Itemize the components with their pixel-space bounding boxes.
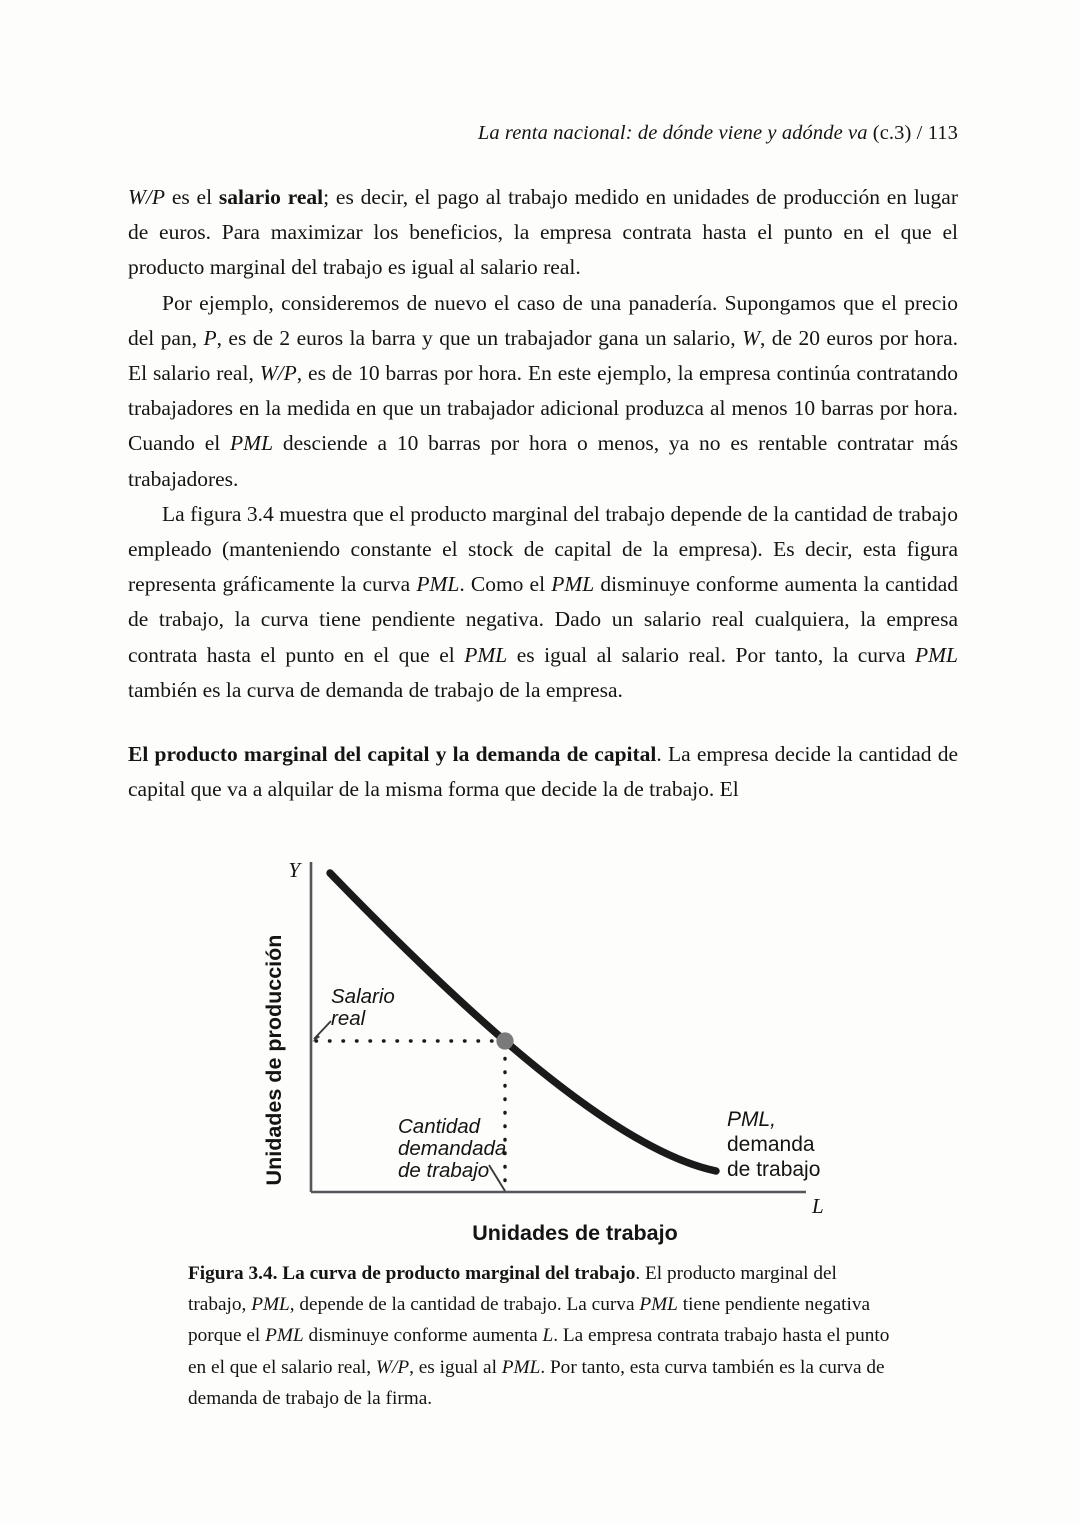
running-head <box>128 122 958 145</box>
quantity-leader-line <box>489 1165 505 1191</box>
caption-title: Figura 3.4. La curva de producto marginal del trabajo <box>188 1263 636 1284</box>
caption-text-d: disminuye conforme aumenta <box>303 1325 543 1347</box>
p2-var-pml: PML <box>230 431 274 456</box>
paragraph-3 <box>128 497 958 708</box>
figure-3-4 <box>0 845 1080 1245</box>
body-text-column <box>128 180 958 807</box>
term-salario-real: salario real <box>218 185 324 209</box>
caption-var-pml-1: PML <box>251 1294 290 1316</box>
p3-text-e: también es la curva de demanda de trabajo de la empresa. <box>128 677 623 702</box>
p2-text-b: , es de 2 euros la barra y que un trabajador gana un salario, <box>216 325 743 350</box>
caption-text-e: . La empresa contrata trabajo hasta el punto en el que el salario real, <box>188 1325 890 1378</box>
caption-var-pml-2: PML <box>639 1294 678 1316</box>
quantity-annotation-line1: Cantidad <box>398 1115 481 1138</box>
term-w-over-p: W/P <box>128 185 166 209</box>
p2-text-e: desciende a 10 barras por hora o menos, ya no es rentable contratar más trabajadores. <box>128 431 958 491</box>
p2-text-a: Por ejemplo, consideremos de nuevo el caso de una panadería. Supongamos que el precio del pan, <box>128 290 958 350</box>
caption-text-g: . Por tanto, esta curva también es la curva de demanda de trabajo de la firma. <box>188 1356 885 1409</box>
wage-annotation: Salario <box>331 985 395 1008</box>
p4-text: . La empresa decide la cantidad de capital que va a alquilar de la misma forma que decide la de trabajo. El <box>128 742 958 802</box>
caption-var-pml-3: PML <box>265 1325 304 1347</box>
p2-text-c: , de 20 euros por hora. El salario real, <box>128 325 958 386</box>
caption-text-c: tiene pendiente negativa porque el <box>188 1294 871 1347</box>
p1-text-a: es el <box>165 185 219 209</box>
equilibrium-point-marker <box>496 1032 513 1049</box>
running-head-chapter: (c.3) <box>872 122 912 144</box>
caption-text-f: , es igual al <box>409 1356 502 1378</box>
p2-var-p: P <box>203 325 217 350</box>
paragraph-1 <box>128 180 958 286</box>
p3-var-pml-3: PML <box>464 642 508 667</box>
p3-text-c: disminuye conforme aumenta la cantidad de trabajo, la curva tiene pendiente negativa. Dado un salario real cualquiera, la empresa contrata hasta el punto en el que el <box>128 572 958 667</box>
wage-annotation-line2: real <box>331 1007 366 1030</box>
x-axis-symbol-label: L <box>812 1194 824 1218</box>
wage-leader-arrow <box>314 1021 331 1039</box>
pml-curve <box>330 873 716 1171</box>
p2-var-wp: W/P <box>259 361 297 386</box>
p3-var-pml-2: PML <box>551 572 595 597</box>
p2-text-d: , es de 10 barras por hora. En este ejemplo, la empresa continúa contratando trabajadores en la medida en que un trabajador adicional produzca al menos 10 barras por hora. Cuando el <box>128 361 958 456</box>
x-axis-title: Unidades de trabajo <box>472 1221 678 1245</box>
running-head-title: La renta nacional: de dónde viene y adónde va <box>477 122 868 144</box>
caption-var-l: L <box>542 1325 554 1347</box>
p2-var-w: W <box>742 325 760 350</box>
p3-var-pml-4: PML <box>915 642 958 667</box>
quantity-annotation-line2: demandada <box>398 1137 507 1160</box>
running-head-page-number: 113 <box>927 122 958 144</box>
curve-label-line1: PML, <box>727 1108 777 1131</box>
y-axis-title: Unidades de producción <box>262 934 286 1186</box>
y-axis-symbol-label: Y <box>288 858 300 882</box>
caption-var-pml-4: PML <box>501 1356 541 1378</box>
p3-text-b: . Como el <box>459 572 552 597</box>
caption-var-wp: W/P <box>375 1356 410 1378</box>
curve-label-line3: de trabajo <box>727 1158 821 1181</box>
p1-text-b: ; es decir, el pago al trabajo medido en unidades de producción en lugar de euros. Para maximizar los beneficios, la empresa contrata hasta el punto en el que el producto marginal del trabajo es igual al salario real. <box>128 185 958 280</box>
quantity-annotation-line3: de trabajo <box>398 1159 490 1182</box>
caption-text-a: . El producto marginal del trabajo, <box>188 1263 837 1316</box>
p3-text-a: La figura 3.4 muestra que el producto marginal del trabajo depende de la cantidad de trabajo empleado (manteniendo constante el stock de capital de la empresa). Es decir, esta figura representa gráficamente la curva <box>128 501 958 597</box>
p3-text-d: es igual al salario real. Por tanto, la curva <box>507 642 915 667</box>
figure-caption <box>188 1258 900 1414</box>
p3-var-pml-1: PML <box>416 572 460 597</box>
running-head-separator: / <box>916 122 923 144</box>
paragraph-4 <box>128 737 958 807</box>
subsection-heading: El producto marginal del capital y la demanda de capital <box>128 742 657 767</box>
caption-text-b: , depende de la cantidad de trabajo. La curva <box>289 1294 640 1316</box>
curve-label-line2: demanda <box>727 1133 815 1156</box>
paragraph-2 <box>128 286 958 497</box>
